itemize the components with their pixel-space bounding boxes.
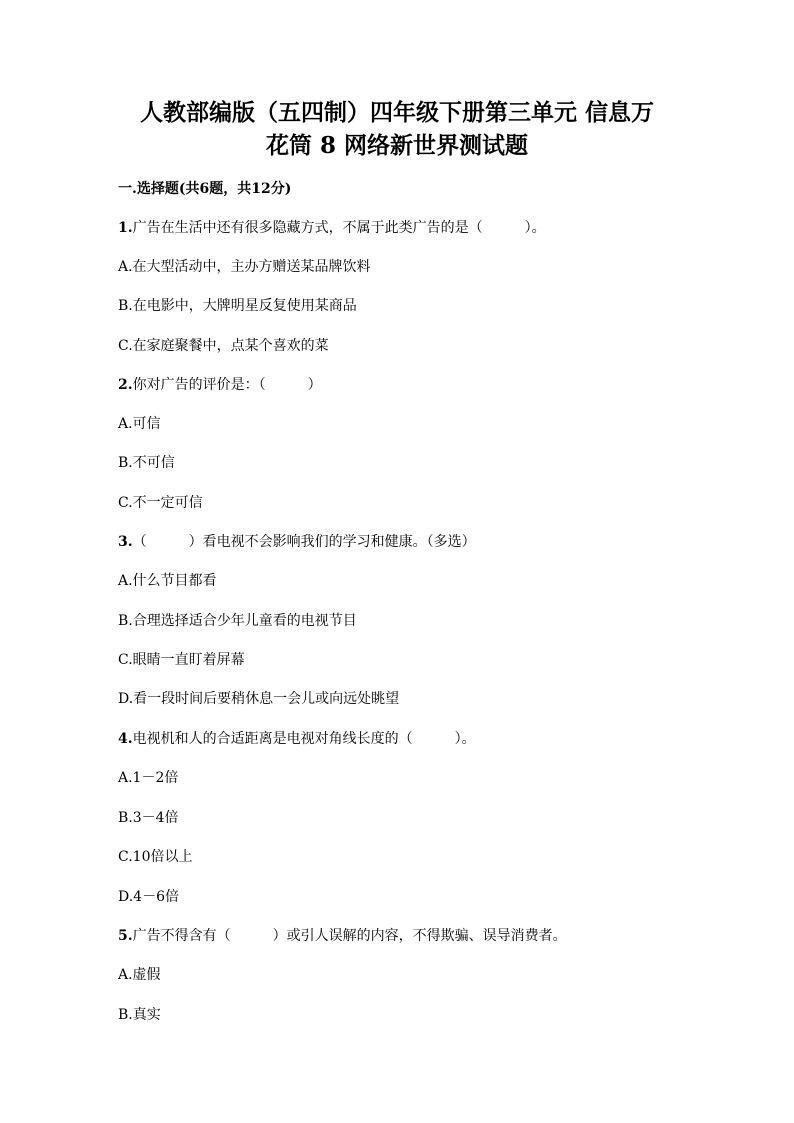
option: D.4－6倍 — [118, 889, 179, 905]
title-line-2: 花筒 8 网络新世界测试题 — [265, 132, 529, 159]
question-1 — [118, 219, 546, 237]
option: C.眼睛一直盯着屏幕 — [118, 652, 245, 668]
question-text: 广告在生活中还有很多隐藏方式，不属于此类广告的是（ ）。 — [132, 220, 546, 236]
option: C.10倍以上 — [118, 849, 193, 865]
question-text: （ ）看电视不会影响我们的学习和健康。（多选） — [132, 534, 476, 550]
option: D.看一段时间后要稍休息一会儿或向远处眺望 — [118, 691, 400, 707]
question-5 — [118, 927, 567, 945]
option: A.1－2倍 — [118, 770, 179, 786]
question-number: 2. — [118, 377, 133, 393]
question-text: 你对广告的评价是：（ ） — [132, 377, 322, 393]
option: B.真实 — [118, 1007, 161, 1023]
option: A.什么节目都看 — [118, 573, 217, 589]
document-title — [100, 96, 694, 162]
option: B.不可信 — [118, 455, 175, 471]
option: B.在电影中，大牌明星反复使用某商品 — [118, 298, 357, 314]
question-text: 广告不得含有（ ）或引人误解的内容，不得欺骗、误导消费者。 — [132, 928, 567, 944]
option: A.在大型活动中，主办方赠送某品牌饮料 — [118, 259, 371, 275]
question-2 — [118, 376, 322, 394]
question-number: 1. — [118, 220, 133, 236]
section-heading: 一.选择题(共6题，共12分) — [118, 181, 292, 197]
option: B.3－4倍 — [118, 810, 179, 826]
option: A.虚假 — [118, 967, 161, 983]
question-3 — [118, 533, 476, 551]
question-text: 电视机和人的合适距离是电视对角线长度的（ ）。 — [132, 731, 476, 747]
option: C.在家庭聚餐中，点某个喜欢的菜 — [118, 338, 329, 354]
option: B.合理选择适合少年儿童看的电视节目 — [118, 613, 357, 629]
title-line-1: 人教部编版（五四制）四年级下册第三单元 信息万 — [139, 99, 654, 126]
question-number: 4. — [118, 731, 133, 747]
question-number: 3. — [118, 534, 133, 550]
question-number: 5. — [118, 928, 133, 944]
option: C.不一定可信 — [118, 495, 203, 511]
question-4 — [118, 730, 476, 748]
option: A.可信 — [118, 416, 161, 432]
